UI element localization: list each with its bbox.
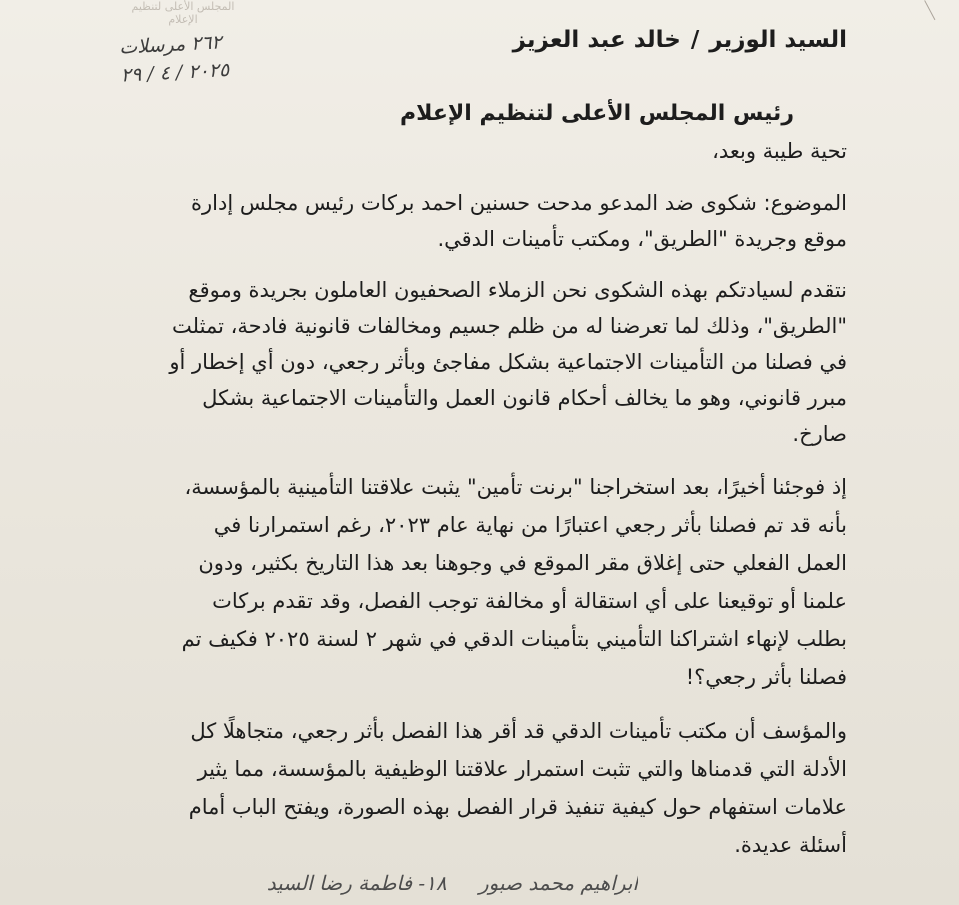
council-title: رئيس المجلس الأعلى لتنظيم الإعلام bbox=[400, 101, 794, 126]
handwritten-line-1: ٢٦٢ مرسلات bbox=[118, 31, 223, 59]
page-corner-mark bbox=[924, 0, 955, 20]
recipient-title: السيد الوزير bbox=[709, 27, 847, 53]
faint-stamp: المجلس الأعلى لتنظيم الإعلام bbox=[131, 0, 235, 26]
recipient-name: خالد عبد العزيز bbox=[512, 27, 681, 53]
signature-2: ١٨- فاطمة رضا السيد bbox=[266, 871, 447, 895]
letter-body bbox=[157, 14, 847, 864]
subject-line: الموضوع: شكوى ضد المدعو مدحت حسنين احمد بركات رئيس مجلس إدارة موقع وجريدة "الطريق"، ومكتب تأمينات الدقي. bbox=[191, 191, 847, 251]
signature-strip bbox=[168, 871, 638, 899]
handwritten-line-2: ٢٠٢٥ / ٤ / ٢٩ bbox=[120, 58, 230, 87]
recipient-line bbox=[157, 22, 847, 58]
recipient-separator: / bbox=[690, 27, 700, 53]
paragraph-2: إذ فوجئنا أخيرًا، بعد استخراجنا "برنت تأمين" يثبت علاقتنا التأمينية بالمؤسسة، بأنه قد تم فصلنا بأثر رجعي اعتبارًا من نهاية عام ٢٠٢٣، رغم استمرارنا في العمل الفعلي حتى إغلاق مقر الموقع في وجوهنا بعد هذا التاريخ بكثير، ودون علمنا أو توقيعنا على أي استقالة أو مخالفة توجب الفصل، وقد تقدم بركات بطلب لإنهاء اشتراكنا التأميني بتأمينات الدقي في شهر ٢ لسنة ٢٠٢٥ فكيف تم فصلنا بأثر رجعي؟! bbox=[181, 475, 847, 689]
signature-1: ابراهيم محمد صبور bbox=[478, 871, 638, 895]
paragraph-1: نتقدم لسيادتكم بهذه الشكوى نحن الزملاء الصحفيون العاملون بجريدة وموقع "الطريق"، وذلك لما تعرضنا له من ظلم جسيم ومخالفات قانونية فادحة، تمثلت في فصلنا من التأمينات الاجتماعية بشكل مفاجئ وبأثر رجعي، دون أي إخطار أو مبرر قانوني، وهو ما يخالف أحكام قانون العمل والتأمينات الاجتماعية بشكل صارخ. bbox=[169, 278, 847, 446]
greeting: تحية طيبة وبعد، bbox=[712, 139, 847, 163]
paragraph-3: والمؤسف أن مكتب تأمينات الدقي قد أقر هذا الفصل بأثر رجعي، متجاهلًا كل الأدلة التي قدمناها والتي تثبت استمرار علاقتنا الوظيفية بالمؤسسة، مما يثير علامات استفهام حول كيفية تنفيذ قرار الفصل بهذه الصورة، ويفتح الباب أمام أسئلة عديدة. bbox=[188, 719, 847, 857]
